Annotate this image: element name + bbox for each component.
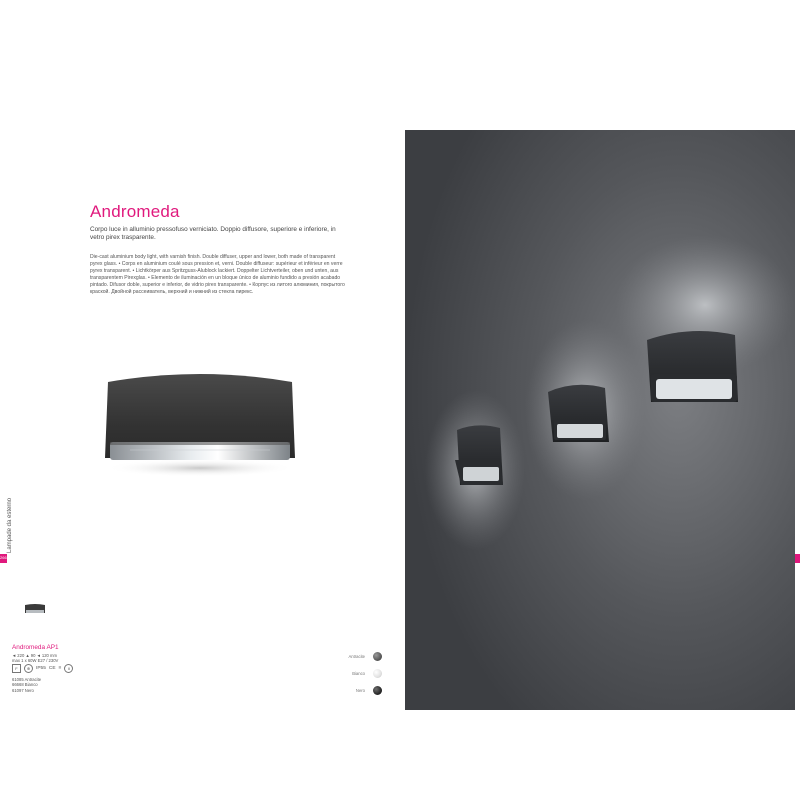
finish-bianco [343, 669, 382, 678]
finish-antracite [343, 652, 382, 661]
finish-swatch [373, 669, 382, 678]
ce-mark-icon: CE [48, 666, 56, 671]
product-title: Andromeda [90, 202, 180, 221]
model-dimensions: ◄ 220 ▲ 90 ◄ 120 mm [12, 653, 58, 658]
finish-swatch [373, 652, 382, 661]
ambience-photo [405, 130, 795, 710]
code-nero: 61097 Nero [12, 687, 34, 693]
model-name: Andromeda AP1 [12, 644, 59, 651]
finish-nero [343, 686, 382, 695]
class-ii-icon: II [64, 664, 73, 673]
product-intro: Corpo luce in alluminio pressofuso verniciato. Doppio diffusore, superiore e inferiore, in vetro pirex trasparente. [90, 226, 336, 242]
section-side-label: Lampade da esterno [7, 497, 13, 553]
finish-swatch [373, 686, 382, 695]
product-image [100, 368, 300, 478]
product-thumbnail [24, 603, 46, 614]
page-number: 266 [0, 555, 7, 560]
code-antracite: 61085 Antracite [12, 677, 42, 682]
finish-label: Bianco [352, 671, 365, 676]
page-number-tab [0, 554, 7, 563]
model-lamp: max 1 x 60W E27 / 230V [12, 658, 59, 664]
finish-label: Nero [355, 688, 365, 693]
lamp-type-icon: ≡ [58, 666, 62, 671]
code-bianco: 66668 Bianco [12, 682, 38, 688]
ip-rating-icon: IP55 [36, 666, 46, 671]
certification-icons [12, 664, 73, 673]
product-description: Die-cast aluminium body light, with varnish finish. Double diffuser, upper and lower, both made of transparent pyrex glass. • Corps en aluminium coulé sous pression et, verni. Double diffuseur: supérieur et inférieur en verre pyrex transparent. • Lichtkörper aus Spritzguss-Alublock lackiert. Doppelter Lichtverteiler, oben und unten, aus transparentem Pirexglas. • Elemento de iluminación en un bloque único de aluminio fundido a presión acabado pintado. Difusor doble, superior e inferior, de vidrio pirex transparente. • Корпус из литого алюминия, покрытого краской. Двойной рассеиватель, верхний и нижний из стекла пирекс. [90, 254, 345, 296]
f-mark-icon: F [12, 664, 21, 673]
right-page-tab [795, 554, 800, 563]
product-codes [12, 677, 41, 693]
finish-label: Antracite [348, 654, 365, 659]
protection-icon: ⊕ [24, 664, 33, 673]
model-spec [12, 653, 92, 664]
